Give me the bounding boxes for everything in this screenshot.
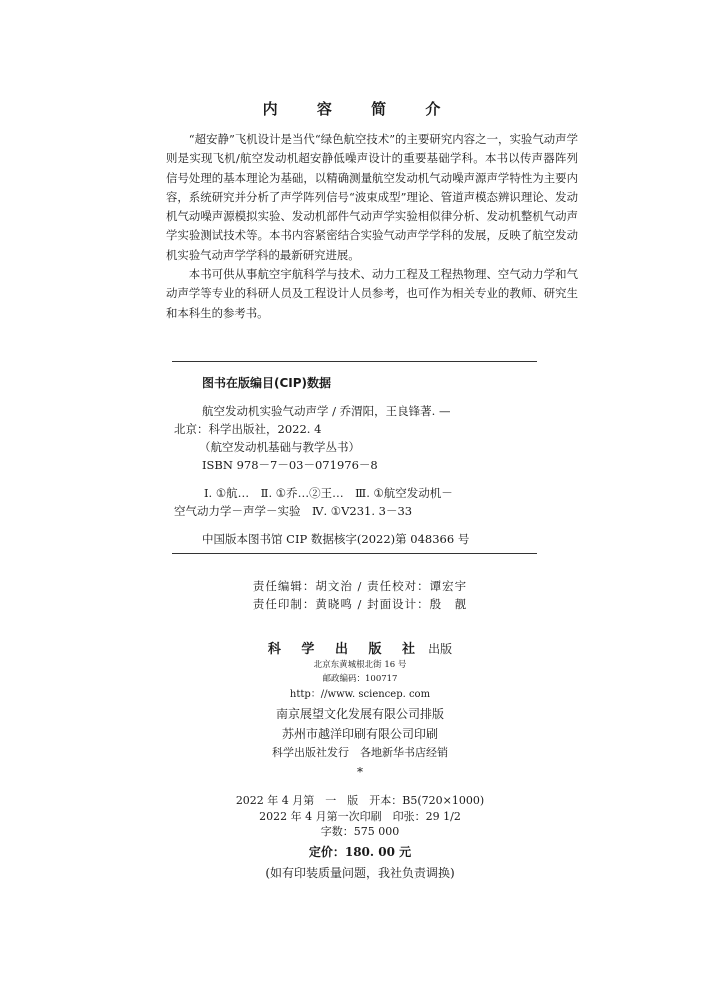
publisher-postcode: 邮政编码：100717 xyxy=(322,674,398,684)
cip-entry-line: 北京：科学出版社，2022. 4 xyxy=(174,422,322,436)
credits-line: 责任编辑：胡文治 / 责任校对：谭宏宇 xyxy=(252,579,468,593)
publisher-address: 北京东黄城根北街 16 号 xyxy=(313,660,407,670)
summary-title: 内 容 简 介 xyxy=(262,100,458,118)
edition-line: 2022 年 4 月第 一 版 开本：B5(720×1000) xyxy=(235,794,485,807)
cip-heading: 图书在版编目(CIP)数据 xyxy=(202,376,332,390)
publisher-logo: 科 学 出 版 社 xyxy=(267,642,423,657)
summary-body xyxy=(166,130,578,323)
publisher-line xyxy=(0,638,720,657)
printing-line: 2022 年 4 月第一次印刷 印张：29 1/2 xyxy=(259,810,461,823)
cip-entry-line: 航空发动机实验气动声学 / 乔渭阳，王良锋著. — xyxy=(202,404,451,418)
printer-line: 苏州市越洋印刷有限公司印刷 xyxy=(281,727,438,741)
typesetter-line: 南京展望文化发展有限公司排版 xyxy=(275,707,444,721)
price: 定价：180. 00 元 xyxy=(308,845,412,859)
word-count: 字数：575 000 xyxy=(320,825,400,838)
summary-paragraph: “超安静”飞机设计是当代“绿色航空技术”的主要研究内容之一，实验气动声学则是实现飞机/航空发动机超安静低噪声设计的重要基础学科。本书以传声器阵列信号处理的基本理论为基础，以精确测量航空发动机气动噪声源声学特性为主要内容，系统研究并分析了声学阵列信号“波束成型”理论、管道声模态辨识理论、发动机气动噪声源模拟实验、发动机部件气动声学实验相似律分析、发动机整机气动声学实验测试技术等。本书内容紧密结合实验气动声学学科的发展，反映了航空发动机实验气动声学学科的最新研究进展。 xyxy=(166,132,578,262)
cip-data-block xyxy=(172,361,537,554)
cip-record-number: 中国版本图书馆 CIP 数据核字(2022)第 048366 号 xyxy=(202,532,470,546)
credits-line: 责任印制：黄晓鸣 / 封面设计：殷 靓 xyxy=(252,597,468,611)
cip-isbn: ISBN 978－7－03－071976－8 xyxy=(202,458,378,472)
quality-note: (如有印装质量问题，我社负责调换) xyxy=(265,866,455,880)
cip-series: （航空发动机基础与教学丛书） xyxy=(199,440,360,454)
cip-classification: Ⅰ. ①航… Ⅱ. ①乔…②王… Ⅲ. ①航空发动机－ xyxy=(204,486,453,500)
summary-paragraph: 本书可供从事航空宇航科学与技术、动力工程及工程热物理、空气动力学和气动声学等专业的科研人员及工程设计人员参考，也可作为相关专业的教师、研究生和本科生的参考书。 xyxy=(166,267,578,320)
distribution-line: 科学出版社发行 各地新华书店经销 xyxy=(272,746,448,759)
publisher-suffix: 出版 xyxy=(428,642,453,656)
cip-classification: 空气动力学－声学－实验 Ⅳ. ①V231. 3－33 xyxy=(174,504,413,518)
separator-mark: * xyxy=(357,765,363,779)
publisher-website: http：//www. sciencep. com xyxy=(289,689,431,700)
